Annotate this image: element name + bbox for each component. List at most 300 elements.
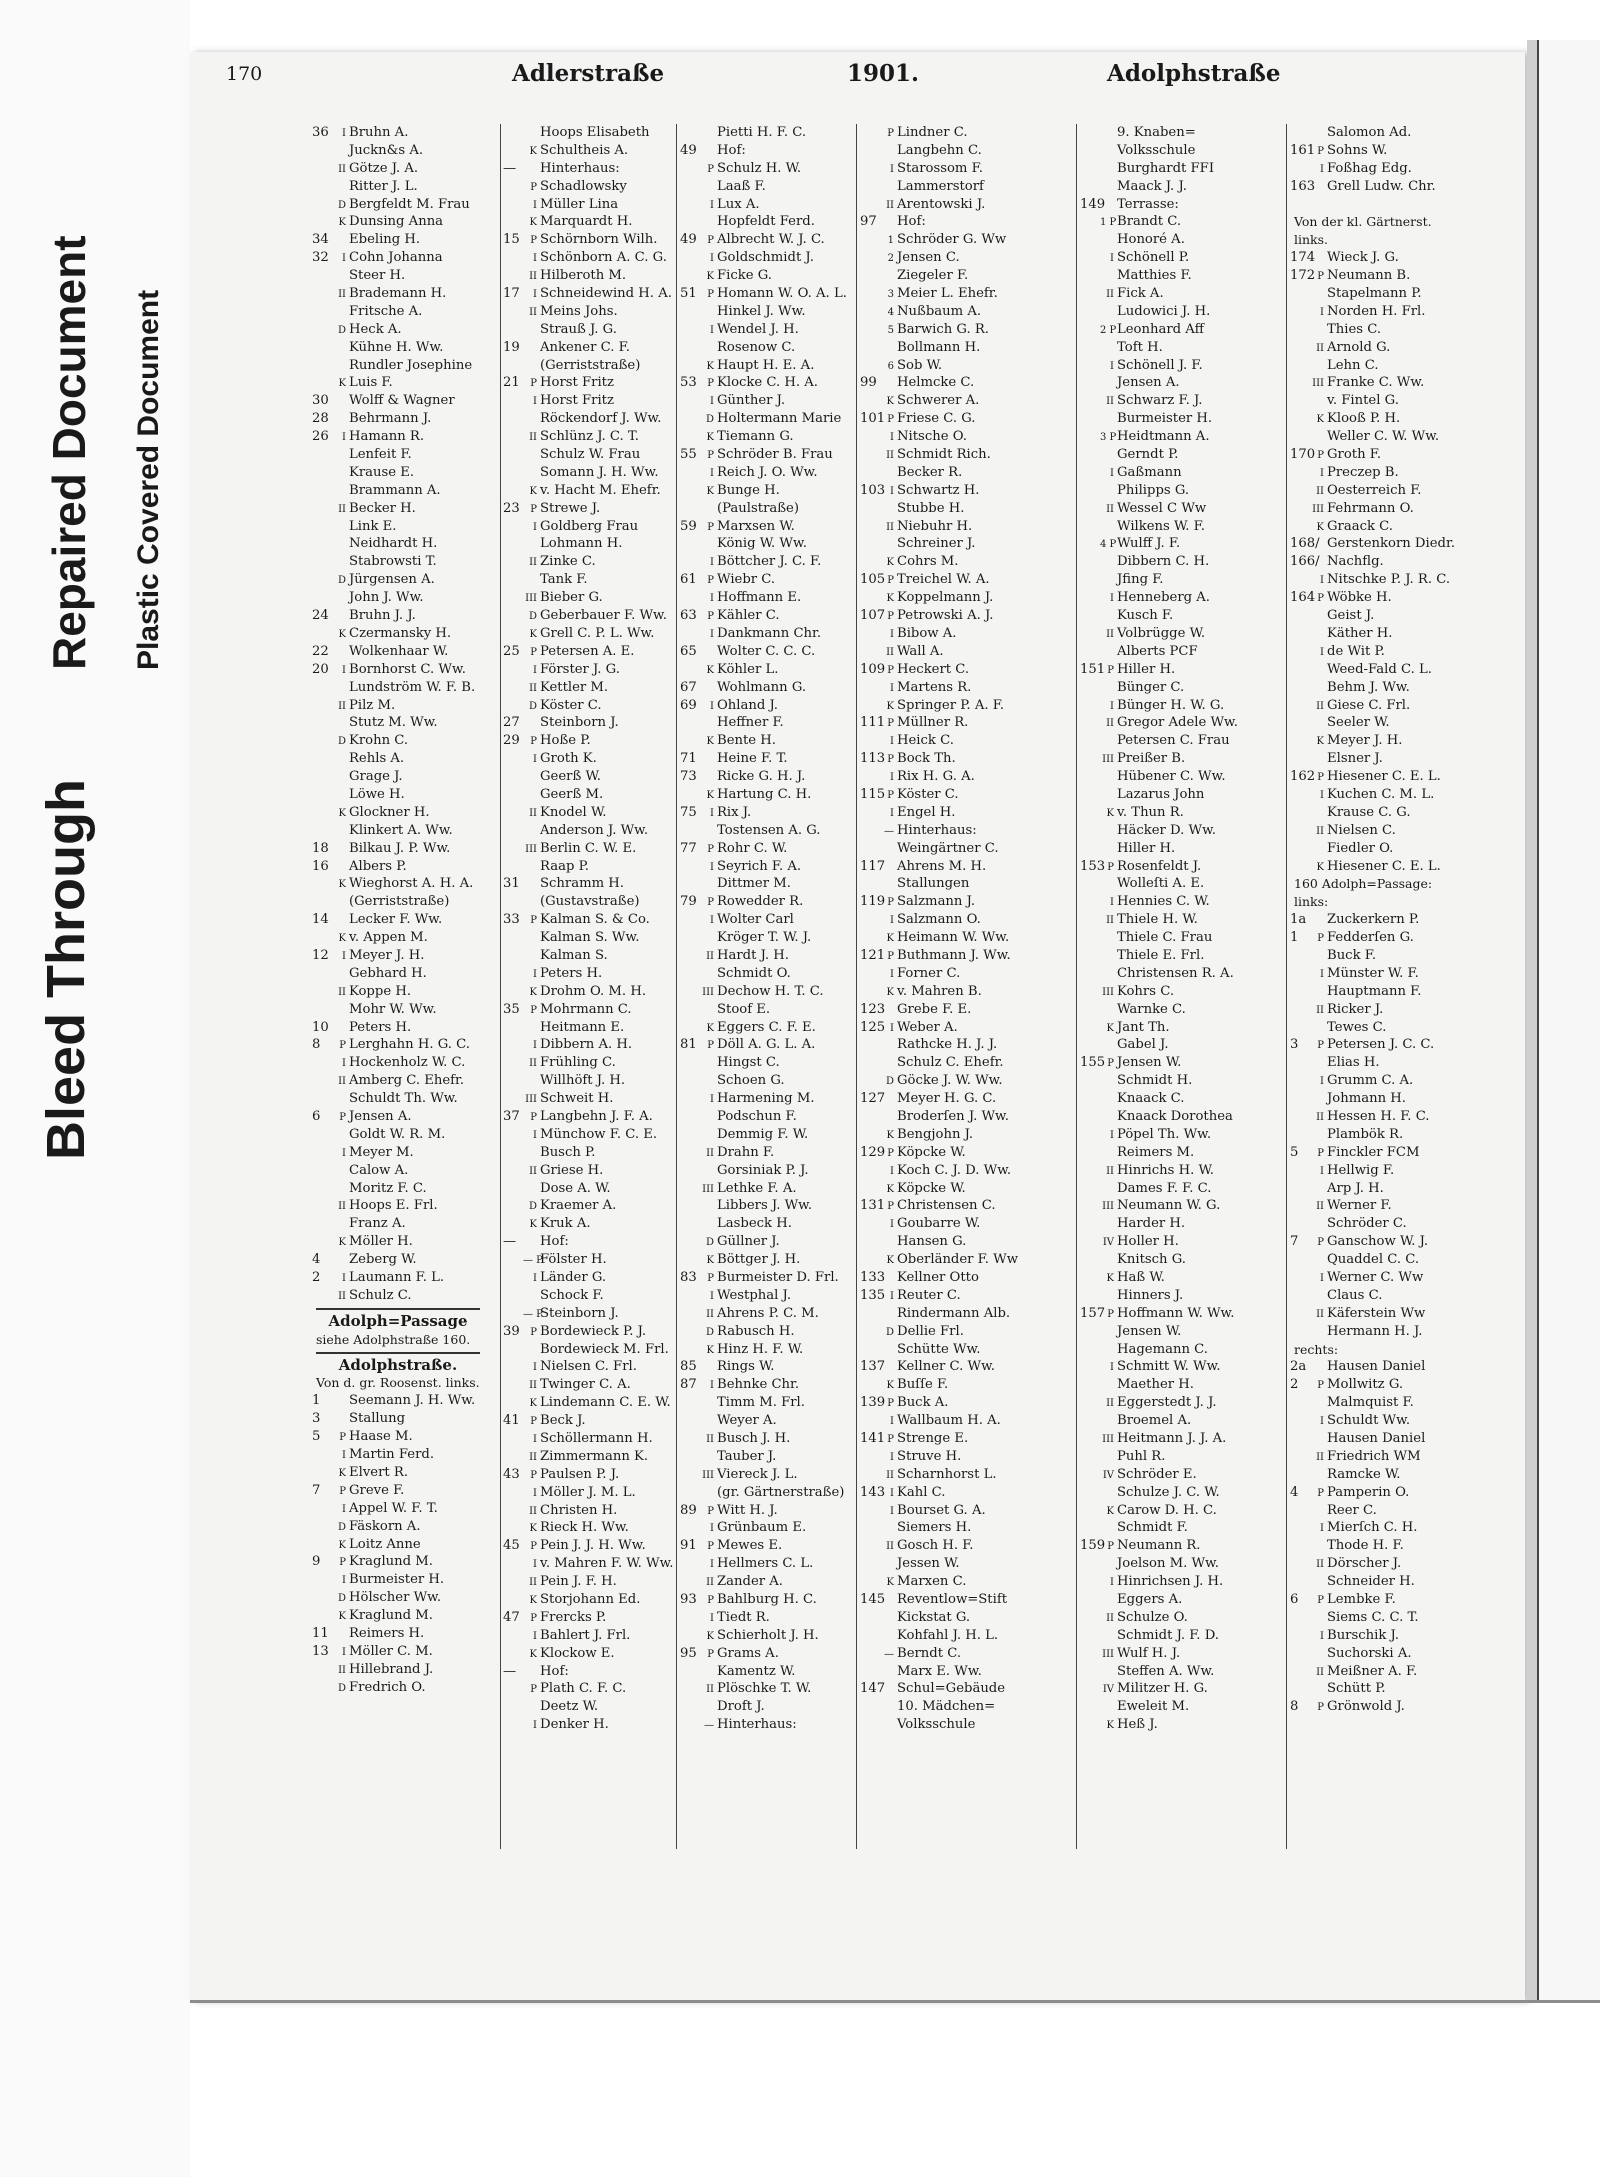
resident-name: Schlünz J. C. T. xyxy=(540,429,639,445)
directory-entry xyxy=(680,1180,852,1198)
directory-entry xyxy=(1290,464,1485,482)
house-number: 89 xyxy=(680,1502,697,1518)
house-number: 2 xyxy=(312,1270,321,1285)
directory-entry xyxy=(503,697,675,715)
resident-name: Hoße P. xyxy=(540,733,591,749)
resident-name: Strewe J. xyxy=(540,500,601,516)
directory-entry xyxy=(1290,822,1485,840)
directory-entry xyxy=(1290,1627,1485,1645)
floor-marker: I xyxy=(890,432,894,444)
directory-entry xyxy=(1080,1341,1285,1359)
resident-name: Alberts PCF xyxy=(1117,643,1198,659)
resident-name: Maack J. J. xyxy=(1117,178,1187,194)
directory-entry xyxy=(860,732,1070,750)
resident-name: Wulff J. F. xyxy=(1117,536,1181,552)
resident-name: Jensen A. xyxy=(1117,375,1180,391)
directory-entry xyxy=(312,1392,484,1410)
resident-name: Friedrich WM xyxy=(1327,1448,1421,1464)
directory-entry xyxy=(312,1036,484,1054)
directory-entry xyxy=(503,625,675,643)
resident-name: Lethke F. A. xyxy=(717,1180,797,1196)
directory-entry xyxy=(860,1323,1070,1341)
floor-marker: D xyxy=(337,1682,346,1694)
directory-entry xyxy=(860,1573,1070,1591)
directory-entry xyxy=(1290,1054,1485,1072)
directory-entry xyxy=(1080,1251,1285,1269)
directory-entry xyxy=(1080,750,1285,768)
resident-name: Weingärtner C. xyxy=(897,840,999,856)
resident-name: Preißer B. xyxy=(1117,751,1186,767)
resident-name: Ohland J. xyxy=(717,697,778,713)
directory-entry xyxy=(312,1269,484,1287)
directory-entry xyxy=(860,1341,1070,1359)
resident-name: Hartung C. H. xyxy=(717,786,812,802)
directory-entry xyxy=(312,1233,484,1251)
directory-entry xyxy=(1290,1484,1485,1502)
resident-name: Günther J. xyxy=(717,393,786,409)
directory-entry xyxy=(1290,607,1485,625)
resident-name: Berndt C. xyxy=(897,1645,962,1661)
house-number: — xyxy=(503,1234,517,1250)
resident-name: Franke C. Ww. xyxy=(1327,375,1425,391)
resident-name: Schöllermann H. xyxy=(540,1431,653,1447)
floor-marker: K xyxy=(706,360,714,372)
right-street-heading: Adolphstraße xyxy=(1107,60,1281,87)
house-number: 99 xyxy=(860,375,877,391)
floor-marker: K xyxy=(338,378,346,390)
directory-entry xyxy=(503,124,675,142)
floor-marker: II xyxy=(338,1201,346,1213)
resident-name: Geerß W. xyxy=(540,769,601,785)
floor-marker: I xyxy=(710,253,714,265)
resident-name: Luis F. xyxy=(349,375,393,391)
floor-marker: III xyxy=(1102,1434,1114,1446)
resident-name: Puhl R. xyxy=(1117,1448,1166,1464)
house-number: 22 xyxy=(312,643,329,659)
directory-entry xyxy=(680,1412,852,1430)
floor-marker: P xyxy=(1317,1237,1324,1249)
floor-marker: K xyxy=(886,557,894,569)
resident-name: Finckler FCM xyxy=(1327,1144,1420,1160)
house-number: 164 xyxy=(1290,590,1316,606)
house-number: 109 xyxy=(860,661,886,677)
directory-entry xyxy=(1290,535,1485,553)
floor-marker: II xyxy=(338,986,346,998)
house-number: 125 xyxy=(860,1019,886,1035)
resident-name: Kellner C. Ww. xyxy=(897,1359,996,1375)
floor-marker: I xyxy=(710,396,714,408)
house-number: 49 xyxy=(680,232,697,248)
floor-marker: I xyxy=(890,1219,894,1231)
resident-name: Honoré A. xyxy=(1117,232,1185,248)
directory-entry xyxy=(1290,1197,1485,1215)
floor-marker: D xyxy=(337,324,346,336)
directory-entry xyxy=(1290,1609,1485,1627)
resident-name: Amberg C. Ehefr. xyxy=(349,1073,465,1089)
directory-entry xyxy=(1080,732,1285,750)
resident-name: Seyrich F. A. xyxy=(717,858,802,874)
directory-entry xyxy=(503,1001,675,1019)
resident-name: Hennies C. W. xyxy=(1117,894,1210,910)
directory-entry xyxy=(680,1036,852,1054)
floor-marker: P xyxy=(707,163,714,175)
directory-entry xyxy=(680,643,852,661)
resident-name: Schuldt Th. Ww. xyxy=(349,1091,458,1107)
directory-entry xyxy=(312,1001,484,1019)
resident-name: Stabrowsti T. xyxy=(349,554,437,570)
floor-marker: II xyxy=(529,271,537,283)
directory-entry xyxy=(312,1410,484,1428)
floor-marker: II xyxy=(338,163,346,175)
resident-name: Pein J. F. H. xyxy=(540,1574,617,1590)
directory-entry xyxy=(503,196,675,214)
floor-marker: I xyxy=(1110,897,1114,909)
floor-marker: I xyxy=(342,1575,346,1587)
house-number: 55 xyxy=(680,447,697,463)
directory-entry xyxy=(1080,822,1285,840)
directory-entry xyxy=(860,679,1070,697)
resident-name: Schulz H. W. xyxy=(717,160,802,176)
directory-entry xyxy=(503,1591,675,1609)
resident-name: Hinrichs H. W. xyxy=(1117,1162,1214,1178)
directory-entry xyxy=(1080,1502,1285,1520)
directory-entry xyxy=(1080,840,1285,858)
floor-marker: K xyxy=(529,628,537,640)
directory-entry xyxy=(312,679,484,697)
resident-name: Ritter J. L. xyxy=(349,178,418,194)
resident-name: Rings W. xyxy=(717,1359,775,1375)
directory-entry xyxy=(860,392,1070,410)
resident-name: Heffner F. xyxy=(717,715,784,731)
resident-name: Petrowski A. J. xyxy=(897,608,994,624)
directory-entry xyxy=(680,1001,852,1019)
floor-marker: P xyxy=(707,897,714,909)
directory-entry xyxy=(860,339,1070,357)
directory-entry xyxy=(1080,303,1285,321)
resident-name: Laumann F. L. xyxy=(349,1270,445,1285)
floor-marker: I xyxy=(533,1487,537,1499)
floor-marker: D xyxy=(528,611,537,623)
floor-marker: I xyxy=(710,861,714,873)
resident-name: Fölster H. xyxy=(540,1252,607,1268)
floor-marker: III xyxy=(1312,378,1324,390)
house-number: 2a xyxy=(1290,1359,1307,1375)
resident-name: Dittmer M. xyxy=(717,876,791,892)
floor-marker: II xyxy=(1106,1612,1114,1624)
resident-name: Elsner J. xyxy=(1327,751,1383,767)
house-number: 107 xyxy=(860,608,886,624)
house-number: 121 xyxy=(860,947,886,963)
directory-entry xyxy=(680,1698,852,1716)
resident-name: Hauptmann F. xyxy=(1327,983,1422,999)
directory-entry xyxy=(503,1680,675,1698)
floor-marker: — P xyxy=(523,1308,543,1320)
directory-entry xyxy=(680,929,852,947)
resident-name: Gregor Adele Ww. xyxy=(1117,715,1238,731)
resident-name: Heimann W. Ww. xyxy=(897,930,1010,946)
directory-entry xyxy=(1290,357,1485,375)
floor-marker: I xyxy=(890,1451,894,1463)
resident-name: Heckert C. xyxy=(897,661,970,677)
floor-marker: K xyxy=(886,1380,894,1392)
directory-entry xyxy=(860,571,1070,589)
resident-name: Pöpel Th. Ww. xyxy=(1117,1126,1212,1142)
resident-name: Fritsche A. xyxy=(349,303,423,319)
resident-name: Pein J. J. H. Ww. xyxy=(540,1538,646,1554)
directory-entry xyxy=(1080,983,1285,1001)
floor-marker: I xyxy=(533,1630,537,1642)
resident-name: Haß W. xyxy=(1117,1270,1165,1285)
resident-name: Hof: xyxy=(717,142,746,158)
resident-name: Nußbaum A. xyxy=(897,303,982,319)
floor-marker: K xyxy=(886,933,894,945)
directory-entry xyxy=(1080,339,1285,357)
resident-name: Rundler Josephine xyxy=(349,357,473,373)
directory-entry xyxy=(1290,1502,1485,1520)
floor-marker: I xyxy=(710,1290,714,1302)
directory-entry xyxy=(680,768,852,786)
directory-entry xyxy=(1290,571,1485,589)
resident-name: Kahl C. xyxy=(897,1484,946,1500)
directory-entry xyxy=(860,661,1070,679)
resident-name: Marxsen W. xyxy=(717,518,795,534)
resident-name: Martens R. xyxy=(897,679,972,695)
directory-entry xyxy=(680,911,852,929)
directory-entry xyxy=(860,357,1070,375)
resident-name: Krause C. G. xyxy=(1327,804,1411,820)
resident-name: Thode H. F. xyxy=(1327,1538,1404,1554)
house-number: 157 xyxy=(1080,1305,1106,1321)
resident-name: Volbrügge W. xyxy=(1117,625,1206,641)
resident-name: Wall A. xyxy=(897,643,944,659)
resident-name: Jensen W. xyxy=(1117,1055,1182,1071)
resident-name: Nielsen C. xyxy=(1327,822,1396,838)
resident-name: Eggerstedt J. J. xyxy=(1117,1395,1217,1411)
directory-entry xyxy=(680,482,852,500)
directory-entry xyxy=(1080,1573,1285,1591)
directory-entry xyxy=(1080,679,1285,697)
floor-marker: P xyxy=(1317,271,1324,283)
resident-name: Petersen A. E. xyxy=(540,643,635,659)
floor-marker: P xyxy=(530,1326,537,1338)
directory-entry xyxy=(1080,1269,1285,1287)
directory-entry xyxy=(312,929,484,947)
resident-name: Koppe H. xyxy=(349,983,412,999)
directory-entry xyxy=(860,1394,1070,1412)
resident-name: Burschik J. xyxy=(1327,1627,1399,1643)
floor-marker: 3 xyxy=(887,289,894,301)
resident-name: Schröder C. xyxy=(1327,1216,1407,1232)
floor-marker: I xyxy=(533,289,537,301)
directory-entry xyxy=(680,1663,852,1681)
directory-entry xyxy=(1290,1519,1485,1537)
resident-name: Sob W. xyxy=(897,357,943,373)
resident-name: Lohmann H. xyxy=(540,536,623,552)
floor-marker: I xyxy=(1110,1362,1114,1374)
resident-name: Köster C. xyxy=(897,786,959,802)
directory-entry xyxy=(503,1412,675,1430)
resident-name: Kraglund M. xyxy=(349,1608,433,1624)
resident-name: Raap P. xyxy=(540,858,589,874)
directory-entry xyxy=(312,196,484,214)
resident-name: Tiedt R. xyxy=(717,1609,770,1625)
resident-name: Norden H. Frl. xyxy=(1327,303,1426,319)
directory-entry xyxy=(680,124,852,142)
floor-marker: P xyxy=(1317,1380,1324,1392)
directory-entry xyxy=(860,500,1070,518)
resident-name: Franz A. xyxy=(349,1216,406,1232)
resident-name: Denker H. xyxy=(540,1717,609,1733)
directory-entry xyxy=(503,858,675,876)
house-number: 145 xyxy=(860,1592,886,1608)
directory-entry xyxy=(312,1661,484,1679)
resident-name: Krause E. xyxy=(349,464,415,480)
floor-marker: P xyxy=(1317,933,1324,945)
directory-entry xyxy=(1080,1072,1285,1090)
directory-entry xyxy=(1080,518,1285,536)
floor-marker: P xyxy=(530,646,537,658)
resident-name: Deetz W. xyxy=(540,1699,599,1715)
directory-entry xyxy=(860,1215,1070,1233)
directory-entry xyxy=(503,804,675,822)
resident-name: Salzmann J. xyxy=(897,894,976,910)
floor-marker: P xyxy=(1317,450,1324,462)
directory-entry xyxy=(312,410,484,428)
resident-name: Reimers M. xyxy=(1117,1144,1195,1160)
resident-name: Kröger T. W. J. xyxy=(717,930,812,946)
directory-entry xyxy=(860,482,1070,500)
floor-marker: I xyxy=(890,772,894,784)
directory-entry xyxy=(1080,1716,1285,1734)
floor-marker: P xyxy=(1317,1147,1324,1159)
house-number: 163 xyxy=(1290,178,1316,194)
directory-entry xyxy=(1080,1645,1285,1663)
resident-name: v. Mahren B. xyxy=(897,983,982,999)
directory-entry xyxy=(860,535,1070,553)
resident-name: Appel W. F. T. xyxy=(349,1500,438,1516)
floor-marker: K xyxy=(1106,807,1114,819)
directory-entry xyxy=(860,1001,1070,1019)
resident-name: Schröder G. Ww xyxy=(897,232,1007,248)
resident-name: Tewes C. xyxy=(1327,1019,1387,1035)
resident-name: Bordewieck M. Frl. xyxy=(540,1341,669,1357)
floor-marker: I xyxy=(890,682,894,694)
floor-marker: II xyxy=(529,807,537,819)
resident-name: Hoffmann W. Ww. xyxy=(1117,1305,1235,1321)
directory-entry xyxy=(860,858,1070,876)
resident-name: Terrasse: xyxy=(1117,196,1179,212)
resident-name: Hiesener C. E. L. xyxy=(1327,858,1441,874)
directory-entry xyxy=(860,1430,1070,1448)
directory-entry xyxy=(680,1358,852,1376)
resident-name: Harder H. xyxy=(1117,1216,1186,1232)
directory-entry xyxy=(1290,500,1485,518)
resident-name: Plambök R. xyxy=(1327,1126,1404,1142)
floor-marker: I xyxy=(1110,593,1114,605)
resident-name: Thies C. xyxy=(1327,321,1382,337)
house-number: 8 xyxy=(312,1037,321,1053)
directory-entry xyxy=(312,553,484,571)
directory-entry xyxy=(312,1215,484,1233)
directory-entry xyxy=(860,374,1070,392)
directory-entry xyxy=(503,1305,675,1323)
directory-entry xyxy=(503,1341,675,1359)
floor-marker: K xyxy=(886,1183,894,1195)
directory-entry xyxy=(503,285,675,303)
resident-name: Jessen W. xyxy=(897,1556,960,1572)
directory-entry xyxy=(503,267,675,285)
directory-entry xyxy=(680,285,852,303)
directory-entry xyxy=(1080,1537,1285,1555)
resident-name: Lenfeit F. xyxy=(349,447,412,463)
directory-entry xyxy=(860,804,1070,822)
directory-entry xyxy=(680,1716,852,1734)
directory-entry xyxy=(503,1555,675,1573)
resident-name: Grebe F. E. xyxy=(897,1001,972,1017)
resident-name: Dechow H. T. C. xyxy=(717,983,824,999)
directory-entry xyxy=(312,589,484,607)
resident-name: Hausen Daniel xyxy=(1327,1359,1426,1375)
directory-entry xyxy=(503,1502,675,1520)
directory-entry xyxy=(1080,1376,1285,1394)
directory-entry xyxy=(1290,160,1485,178)
directory-note: Von der kl. Gärtnerst. xyxy=(1294,214,1432,230)
directory-entry xyxy=(312,1553,484,1571)
directory-entry xyxy=(680,500,852,518)
house-number: 77 xyxy=(680,840,697,856)
resident-name: Berlin C. W. E. xyxy=(540,840,637,856)
directory-entry xyxy=(680,1144,852,1162)
resident-name: Groth F. xyxy=(1327,447,1382,463)
directory-entry xyxy=(860,1376,1070,1394)
resident-name: Eggers C. F. E. xyxy=(717,1019,816,1035)
directory-entry xyxy=(1290,1162,1485,1180)
directory-entry xyxy=(503,1466,675,1484)
directory-entry xyxy=(503,160,675,178)
resident-name: Hübener C. Ww. xyxy=(1117,769,1226,785)
directory-entry xyxy=(312,965,484,983)
resident-name: Grünbaum E. xyxy=(717,1520,807,1536)
resident-name: Stapelmann P. xyxy=(1327,286,1422,302)
house-number: — xyxy=(503,1663,517,1679)
floor-marker: D xyxy=(705,1326,714,1338)
floor-marker: I xyxy=(890,163,894,175)
directory-entry xyxy=(503,500,675,518)
directory-entry xyxy=(312,303,484,321)
directory-column xyxy=(680,124,852,1734)
directory-entry xyxy=(1080,321,1285,339)
floor-marker: P xyxy=(887,414,894,426)
resident-name: Gorsiniak P. J. xyxy=(717,1162,809,1178)
directory-entry xyxy=(860,1663,1070,1681)
floor-marker: K xyxy=(529,1595,537,1607)
floor-marker: I xyxy=(533,664,537,676)
resident-name: Göcke J. W. Ww. xyxy=(897,1073,1003,1089)
floor-marker: II xyxy=(1316,1111,1324,1123)
directory-entry xyxy=(680,1376,852,1394)
floor-marker: K xyxy=(706,271,714,283)
floor-marker: I xyxy=(1320,575,1324,587)
directory-entry xyxy=(680,983,852,1001)
house-number: 34 xyxy=(312,232,329,248)
directory-entry xyxy=(860,840,1070,858)
directory-entry xyxy=(312,697,484,715)
resident-name: Anderson J. Ww. xyxy=(540,822,649,838)
resident-name: Bollmann H. xyxy=(897,339,981,355)
house-number: 85 xyxy=(680,1359,697,1375)
house-number: 39 xyxy=(503,1323,520,1339)
directory-entry xyxy=(680,1233,852,1251)
